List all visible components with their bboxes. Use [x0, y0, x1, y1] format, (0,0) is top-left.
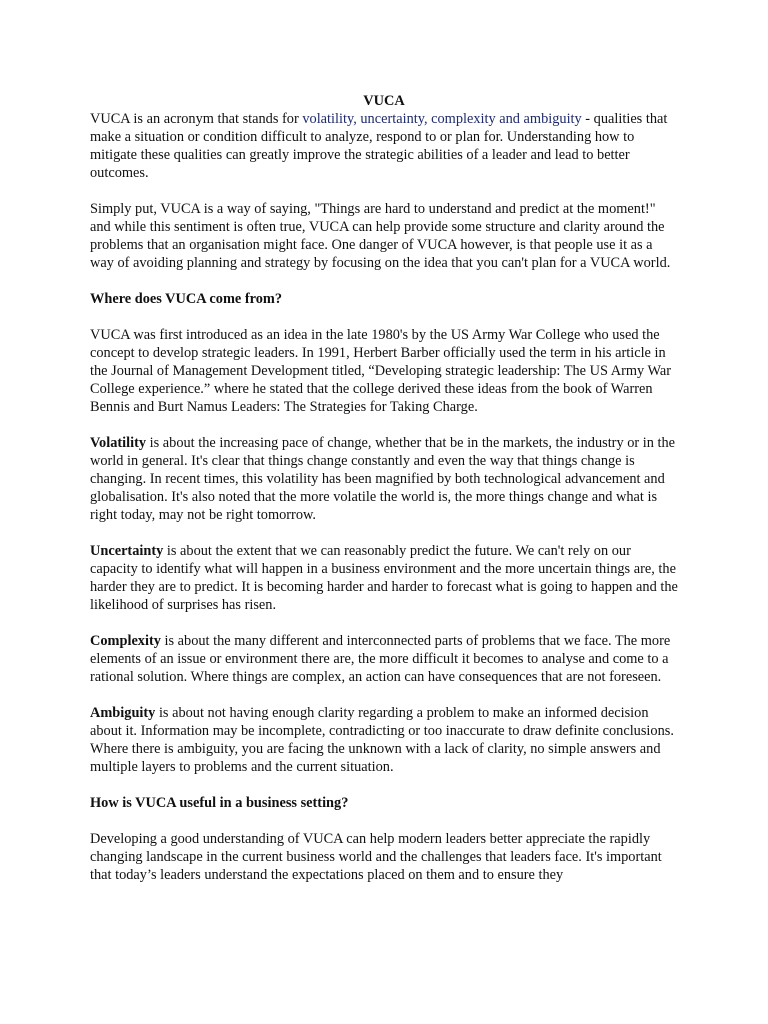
ambiguity-term: Ambiguity [90, 705, 156, 721]
complexity-term: Complexity [90, 633, 161, 649]
ambiguity-text: is about not having enough clarity regarding a problem to make an informed decision about it. Information may be incomplete, contradicting or too inaccurate to draw definite conclusions. Where there is ambiguity, you are facing the unknown with a lack of clarity, no simple answers and multiple layers to problems and the current situation. [90, 705, 674, 775]
vuca-definition-highlight: volatility, uncertainty, complexity and ambiguity [302, 111, 582, 127]
volatility-text: is about the increasing pace of change, whether that be in the markets, the industry or in the world in general. It's clear that things change constantly and even the way that things change is changing. In recent times, this volatility has been magnified by both technological advancement and globalisation. It's also noted that the more volatile the world is, the more things change and what is right today, may not be right tomorrow. [90, 435, 676, 523]
uncertainty-term: Uncertainty [90, 543, 164, 559]
origin-heading: Where does VUCA come from? [90, 291, 283, 307]
intro-paragraph [90, 110, 678, 182]
intro-text-start: VUCA is an acronym that stands for [90, 111, 303, 127]
complexity-text: is about the many different and interconnected parts of problems that we face. The more elements of an issue or environment there are, the more difficult it becomes to analyse and come to a rational solution. Where things are complex, an action can have consequences that are not foreseen. [90, 633, 671, 685]
volatility-paragraph [90, 434, 678, 524]
origin-paragraph: VUCA was first introduced as an idea in the late 1980's by the US Army War College who used the concept to develop strategic leaders. In 1991, Herbert Barber officially used the term in his article in the Journal of Management Development titled, “Developing strategic leadership: The US Army War College experience.” where he stated that the college derived these ideas from the book of Warren Bennis and Burt Namus Leaders: The Strategies for Taking Charge. [90, 327, 672, 415]
uncertainty-text: is about the extent that we can reasonably predict the future. We can't rely on our capacity to identify what will happen in a business environment and the more uncertain things are, the harder they are to predict. It is becoming harder and harder to forecast what is going to happen and the likelihood of surprises has risen. [90, 543, 678, 613]
volatility-term: Volatility [90, 435, 147, 451]
intro-text-end: - qualities that make a situation or condition difficult to analyze, respond to or plan for. Understanding how to mitigate these qualities can greatly improve the strategic abilities of a leader and lead to better outcomes. [90, 111, 668, 181]
document-title: VUCA [363, 93, 405, 109]
business-paragraph: Developing a good understanding of VUCA can help modern leaders better appreciate the rapidly changing landscape in the current business world and the challenges that leaders face. It's important that today’s leaders understand the expectations placed on them and to ensure they [90, 831, 662, 883]
business-heading: How is VUCA useful in a business setting? [90, 795, 349, 811]
simply-put-paragraph: Simply put, VUCA is a way of saying, "Things are hard to understand and predict at the moment!" and while this sentiment is often true, VUCA can help provide some structure and clarity around the problems that an organisation might face. One danger of VUCA however, is that people use it as a way of avoiding planning and strategy by focusing on the idea that you can't plan for a VUCA world. [90, 201, 671, 271]
ambiguity-paragraph [90, 704, 678, 776]
complexity-paragraph [90, 632, 678, 686]
uncertainty-paragraph [90, 542, 678, 614]
